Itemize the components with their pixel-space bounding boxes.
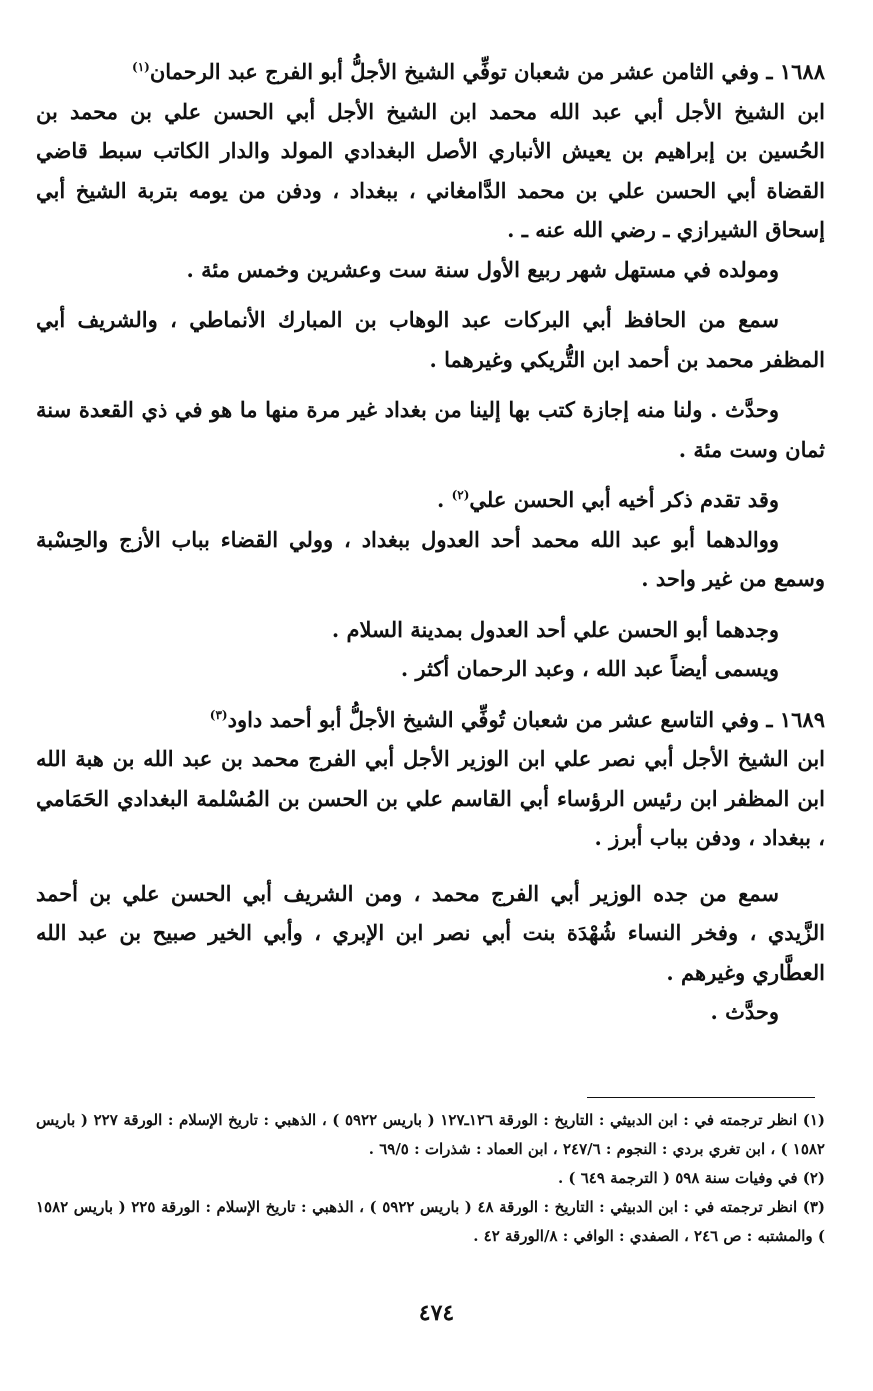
entry-1688-grandfather: وجدهما أبو الحسن علي أحد العدول بمدينة السلام . bbox=[331, 616, 779, 642]
entry-heading-text: ١٦٨٨ ـ وفي الثامن عشر من شعبان توفِّي الشيخ الأجلُّ أبو الفرج عبد الرحمان bbox=[149, 59, 825, 84]
entry-1688-alias: ويسمى أيضاً عبد الله ، وعبد الرحمان أكثر . bbox=[400, 656, 779, 681]
entry-1688-brother-ref: وقد تقدم ذكر أخيه أبي الحسن علي$^{(٢)}$ . bbox=[436, 487, 779, 512]
footnote-separator bbox=[587, 1097, 815, 1098]
footnote-3: (٣) انظر ترجمته في : ابن الدبيثي : التاريخ : الورقة ٤٨ ( باريس ٥٩٢٢ ) ، الذهبي : تاريخ الإسلام : الورقة ٢٢٥ ( باريس ١٥٨٢ ) والمشتبه : ص ٢٤٦ ، الصفدي : الوافي : ٨/الورقة ٤٢ . bbox=[36, 1198, 825, 1245]
entry-1688-father: ووالدهما أبو عبد الله محمد أحد العدول ببغداد ، وولي القضاء بباب الأزج والحِسْبة وسمع من غير واحد . bbox=[36, 526, 825, 591]
footnote-marker: (٣) bbox=[209, 707, 228, 722]
entry-1689-heading bbox=[36, 700, 825, 740]
entry-1689-narration: وحدَّث . bbox=[710, 999, 779, 1024]
main-text bbox=[36, 52, 825, 1032]
entry-1688-narration: وحدَّث . ولنا منه إجازة كتب بها إلينا من بغداد غير مرة منها ما هو في ذي القعدة سنة ثمان وست مئة . bbox=[36, 397, 825, 462]
footnote-1: (١) انظر ترجمته في : ابن الدبيثي : التاريخ : الورقة ١٢٦ـ١٢٧ ( باريس ٥٩٢٢ ) ، الذهبي : تاريخ الإسلام : الورقة ٢٢٧ ( باريس ١٥٨٢ ) ، ابن تغري بردي : النجوم : ٢٤٧/٦ ، ابن العماد : شذرات : ٦٩/٥ . bbox=[36, 1111, 825, 1158]
footnotes bbox=[36, 1106, 825, 1251]
entry-1688-teachers: سمع من الحافظ أبي البركات عبد الوهاب بن المبارك الأنماطي ، والشريف أبي المظفر محمد بن أحمد ابن التُّريكي وغيرهما . bbox=[36, 307, 825, 372]
footnote-marker: (١) bbox=[132, 60, 150, 74]
footnote-2: (٢) في وفيات سنة ٥٩٨ ( الترجمة ٦٤٩ ) . bbox=[557, 1169, 825, 1187]
entry-1688-lineage: ابن الشيخ الأجل أبي عبد الله محمد ابن الشيخ الأجل أبي الحسن علي بن محمد بن الحُسين بن إبراهيم بن يعيش الأنباري الأصل البغدادي المولد والدار الكاتب سبط قاضي القضاة أبي الحسن علي بن محمد الدَّامغاني ، ببغداد ، ودفن من يومه بتربة الشيخ أبي إسحاق الشيرازي ـ رضي الله عنه ـ . bbox=[36, 98, 825, 242]
footnote-marker: (٢) bbox=[451, 488, 470, 502]
entry-1688-birth: ومولده في مستهل شهر ربيع الأول سنة ست وعشرين وخمس مئة . bbox=[186, 256, 779, 282]
brother-ref-text: وقد تقدم ذكر أخيه أبي الحسن علي bbox=[469, 487, 779, 512]
entry-heading-text: ١٦٨٩ ـ وفي التاسع عشر من شعبان تُوفِّي الشيخ الأجلُّ أبو أحمد داود bbox=[227, 706, 825, 732]
entry-1688-heading bbox=[36, 52, 825, 92]
entry-1689-teachers: سمع من جده الوزير أبي الفرج محمد ، ومن الشريف أبي الحسن علي بن أحمد الزَّيدي ، وفخر النساء شُهْدَة بنت أبي نصر ابن الإبري ، وأبي الخير صبيح بن عبد الله العطَّاري وغيرهم . bbox=[36, 880, 825, 985]
entry-1689-lineage: ابن الشيخ الأجل أبي نصر علي ابن الوزير الأجل أبي الفرج محمد بن عبد الله بن هبة الله ابن المظفر ابن رئيس الرؤساء أبي القاسم علي بن الحسن بن المُسْلمة البغدادي الحَمَامي ، ببغداد ، ودفن بباب أبرز . bbox=[36, 746, 825, 850]
page-number: ٤٧٤ bbox=[418, 1300, 455, 1326]
